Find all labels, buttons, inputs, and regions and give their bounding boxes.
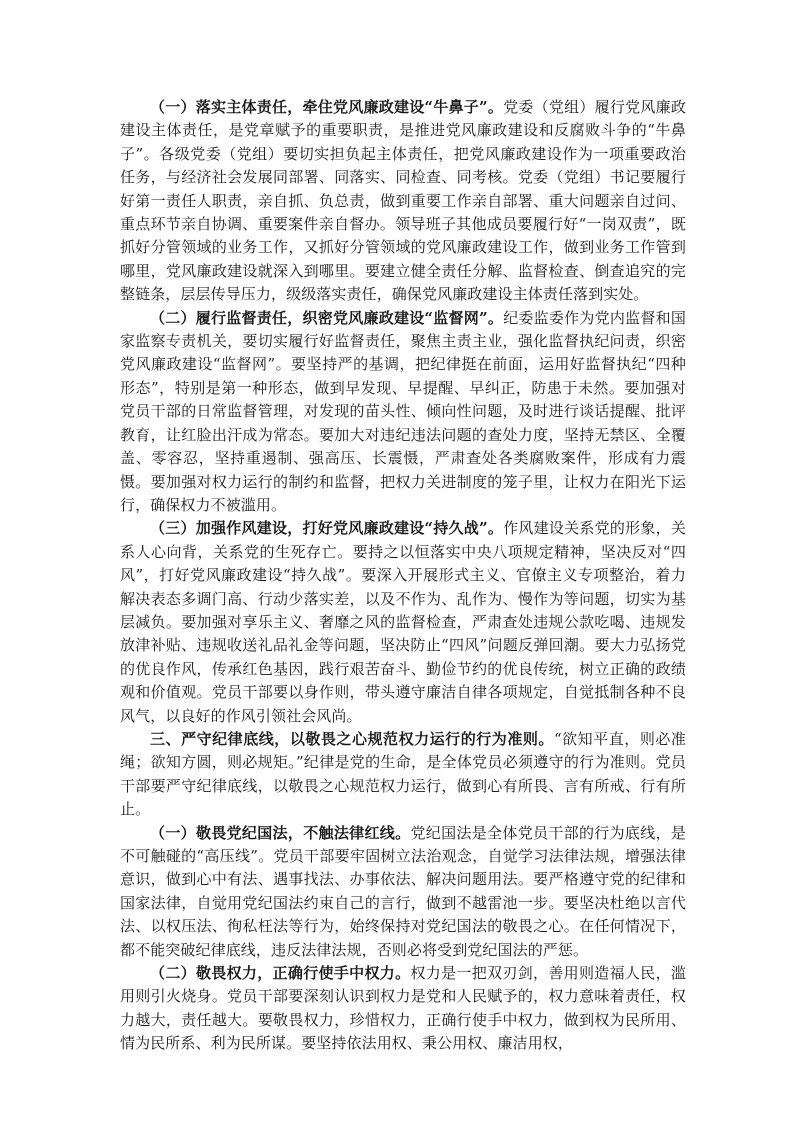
paragraph-body: 党纪国法是全体党员干部的行为底线，是不可触碰的“高压线”。党员干部要牢固树立法治观念，自觉学习法律法规，增强法律意识，做到心中有法、遇事找法、办事依法、解决问题用法。要严格遵守党的纪律和国家法律，自觉用党纪国法约束自己的言行，做到不越雷池一步。要坚决杜绝以言代法、以权压法、徇私枉法等行为，始终保持对党纪国法的敬畏之心。在任何情况下，都不能突破纪律底线，违反法律法规，否则必将受到党纪国法的严惩。 [120,823,686,959]
paragraph-4 [120,728,686,822]
paragraph-heading: （二）履行监督责任，织密党风廉政建设“监督网”。 [150,308,504,327]
paragraph-3 [120,517,686,728]
paragraph-body: 作风建设关系党的形象，关系人心向背，关系党的生死存亡。要持之以恒落实中央八项规定精神，坚决反对“四风”，打好党风廉政建设“持久战”。要深入开展形式主义、官僚主义专项整治，着力解决表态多调门高、行动少落实差，以及不作为、乱作为、慢作为等问题，切实为基层减负。要加强对享乐主义、奢靡之风的监督检查，严肃查处违规公款吃喝、违规发放津补贴、违规收送礼品礼金等问题，坚决防止“四风”问题反弹回潮。要大力弘扬党的优良作风，传承红色基因，践行艰苦奋斗、勤俭节约的优良传统，树立正确的政绩观和价值观。党员干部要以身作则，带头遵守廉洁自律各项规定，自觉抵制各种不良风气，以良好的作风引领社会风尚。 [120,519,686,725]
paragraph-5 [120,822,686,962]
paragraph-body: 权力是一把双刃剑，善用则造福人民，滥用则引火烧身。党员干部要深刻认识到权力是党和人民赋予的，权力意味着责任，权力越大，责任越大。要敬畏权力，珍惜权力，正确行使手中权力，做到权为民所用、情为民所系、利为民所谋。要坚持依法用权、秉公用权、廉洁用权， [120,964,686,1053]
paragraph-heading: （一）敬畏党纪国法，不触法律红线。 [150,823,411,842]
paragraph-heading: （二）敬畏权力，正确行使手中权力。 [150,964,411,983]
paragraph-body: 党委（党组）履行党风廉政建设主体责任，是党章赋予的重要职责，是推进党风廉政建设和反腐败斗争的“牛鼻子”。各级党委（党组）要切实担负起主体责任，把党风廉政建设作为一项重要政治任务，与经济社会发展同部署、同落实、同检查、同考核。党委（党组）书记要履行好第一责任人职责，亲自抓、负总责，做到重要工作亲自部署、重大问题亲自过问、重点环节亲自协调、重要案件亲自督办。领导班子其他成员要履行好“一岗双责”，既抓好分管领域的业务工作，又抓好分管领域的党风廉政建设工作，做到业务工作管到哪里，党风廉政建设就深入到哪里。要建立健全责任分解、监督检查、倒查追究的完整链条，层层传导压力，级级落实责任，确保党风廉政建设主体责任落到实处。 [120,98,686,304]
paragraph-6 [120,962,686,1056]
section-heading: 三、严守纪律底线，以敬畏之心规范权力运行的行为准则。 [150,729,554,748]
document-page [120,96,686,1056]
paragraph-body: “欲知平直，则必准绳；欲知方圆，则必规矩。”纪律是党的生命，是全体党员必须遵守的行为准则。党员干部要严守纪律底线，以敬畏之心规范权力运行，做到心有所畏、言有所戒、行有所止。 [120,729,686,819]
paragraph-heading: （三）加强作风建设，打好党风廉政建设“持久战”。 [150,519,504,538]
paragraph-1 [120,96,686,307]
paragraph-body: 纪委监委作为党内监督和国家监察专责机关，要切实履行好监督责任，聚焦主责主业，强化监督执纪问责，织密党风廉政建设“监督网”。要坚持严的基调，把纪律挺在前面，运用好监督执纪“四种形态”，特别是第一种形态，做到早发现、早提醒、早纠正，防患于未然。要加强对党员干部的日常监督管理，对发现的苗头性、倾向性问题，及时进行谈话提醒、批评教育，让红脸出汗成为常态。要加大对违纪违法问题的查处力度，坚持无禁区、全覆盖、零容忍，坚持重遏制、强高压、长震慑，严肃查处各类腐败案件，形成有力震慑。要加强对权力运行的制约和监督，把权力关进制度的笼子里，让权力在阳光下运行，确保权力不被滥用。 [120,308,686,514]
paragraph-heading: （一）落实主体责任，牵住党风廉政建设“牛鼻子”。 [150,98,504,116]
paragraph-2 [120,307,686,518]
